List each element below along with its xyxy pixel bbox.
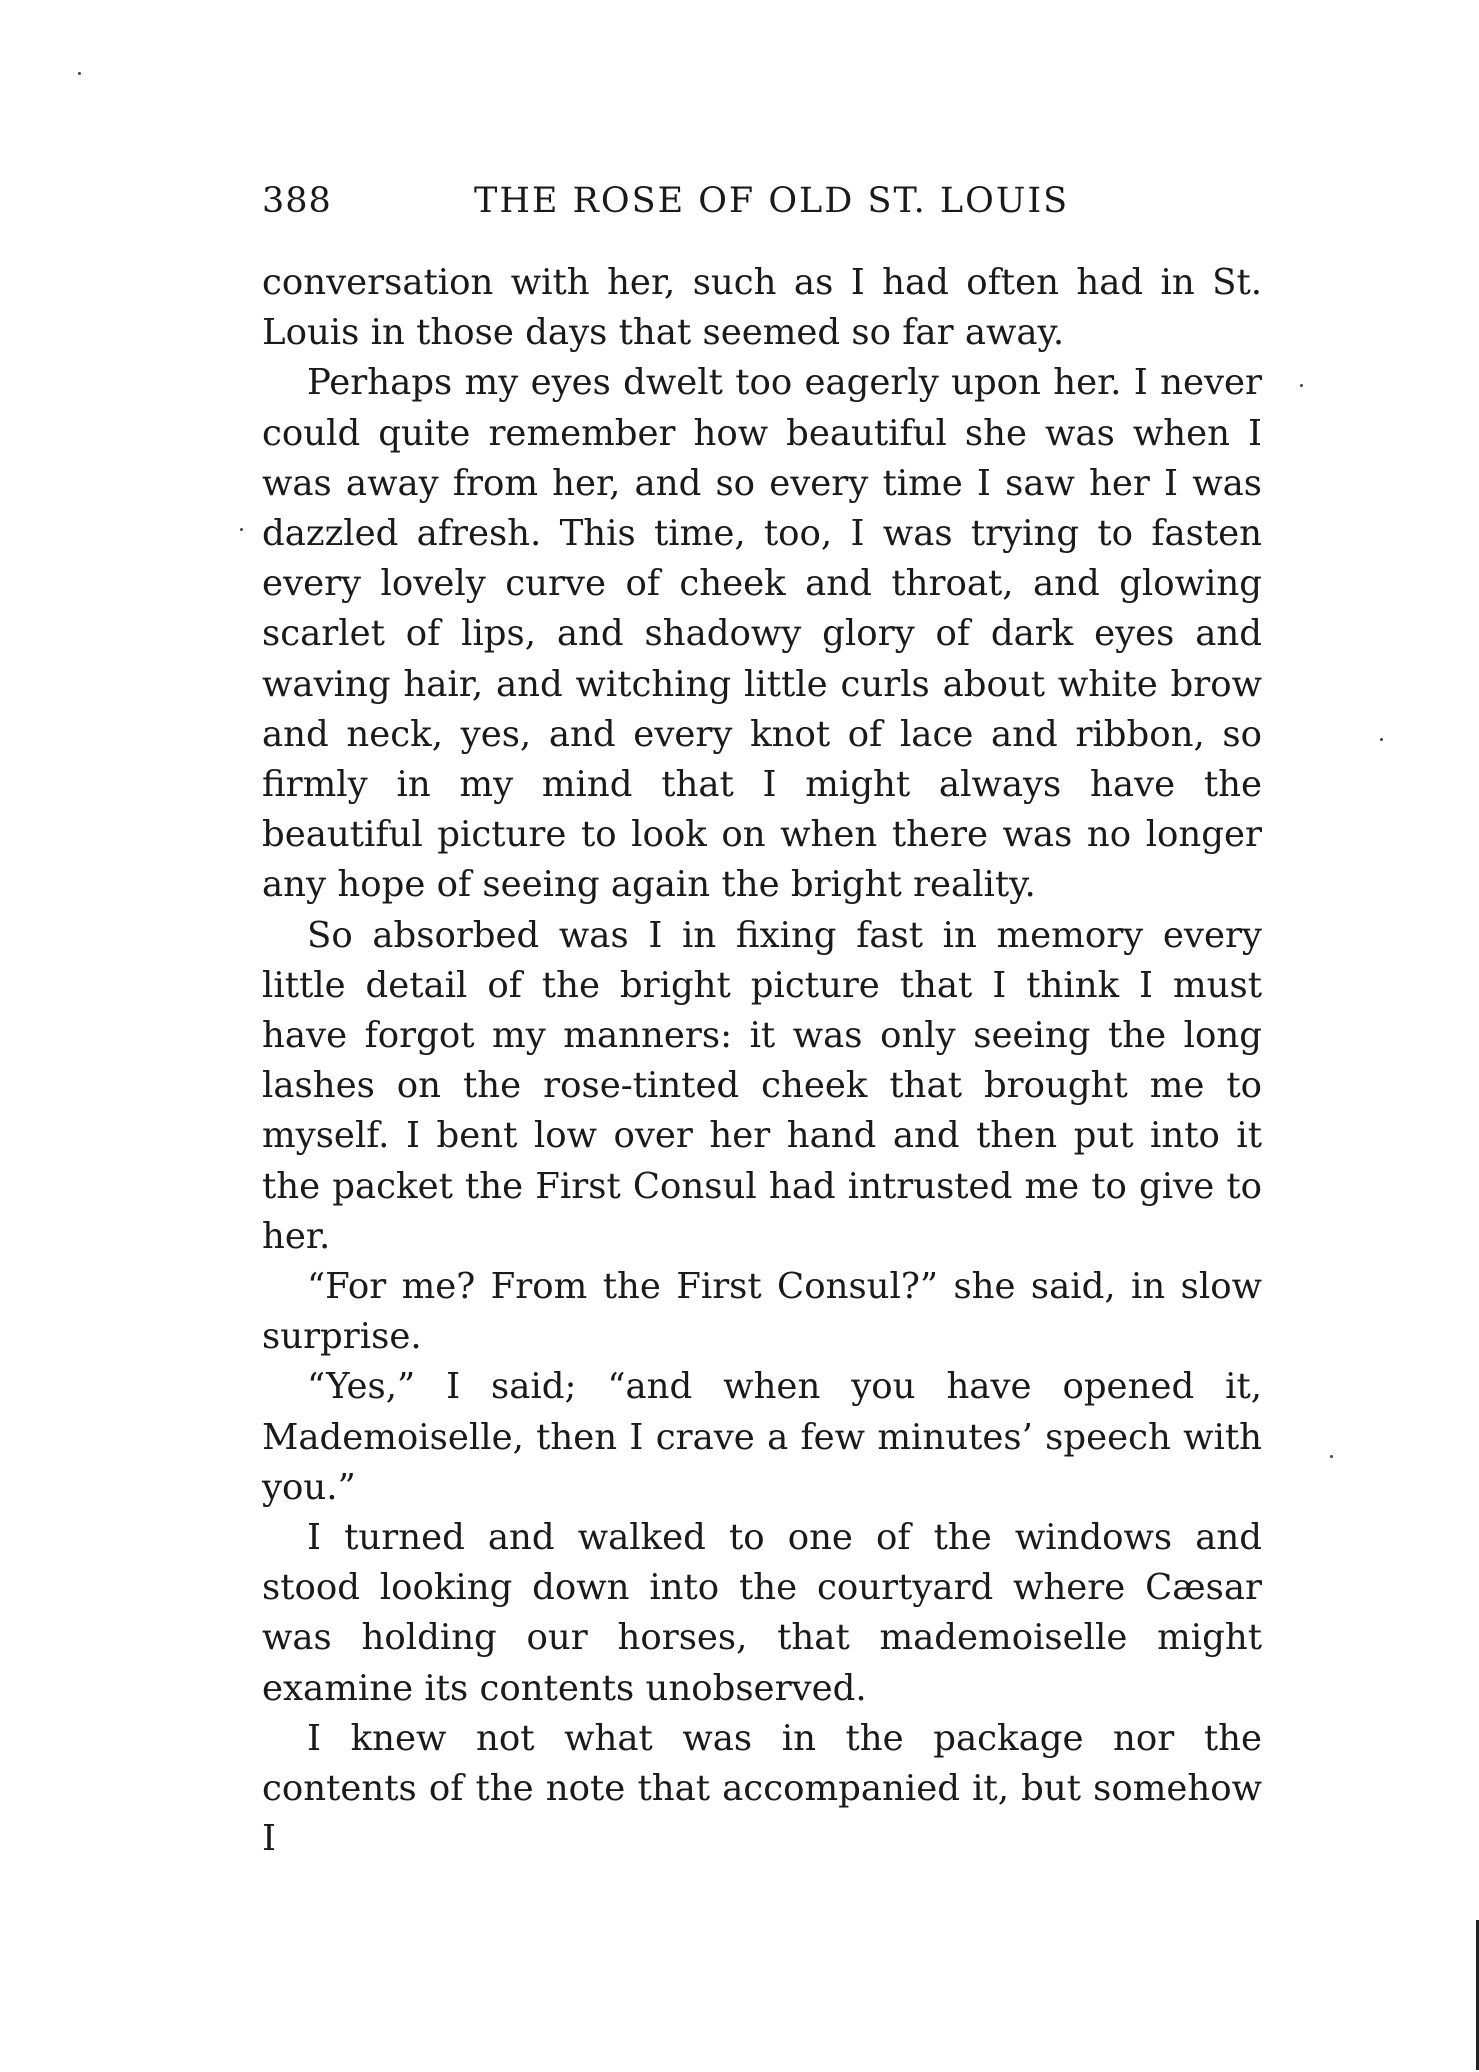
body-text (262, 258, 1262, 1865)
paragraph-absorbed: So absorbed was I in fixing fast in memory every little detail of the bright picture that I think I must have forgot my manners: it was only seeing the long lashes on the rose-tinted cheek that brought me to myself. I bent low over her hand and then put into it the packet the First Consul had intrusted me to give to her. (262, 914, 1262, 1257)
paragraph-knew-not: I knew not what was in the package nor the contents of the note that accompanied it, but somehow I (262, 1717, 1262, 1860)
running-title: THE ROSE OF OLD ST. LOUIS (474, 181, 1070, 221)
scan-speck (1380, 738, 1383, 741)
paragraph-perhaps: Perhaps my eyes dwelt too eagerly upon her. I never could quite remember how beautiful she was when I was away from her, and so every time I saw her I was dazzled afresh. This time, too, I was trying to fasten every lovely curve of cheek and throat, and glowing scarlet of lips, and shadowy glory of dark eyes and waving hair, and witching little curls about white brow and neck, yes, and every knot of lace and ribbon, so firmly in my mind that I might always have the beautiful picture to look on when there was no longer any hope of seeing again the bright reality. (262, 362, 1262, 906)
scan-speck (78, 72, 81, 75)
scan-speck (1300, 384, 1303, 387)
scan-speck (240, 528, 243, 531)
paragraph-yes: “Yes,” I said; “and when you have opened it, Mademoiselle, then I crave a few minutes’ speech with you.” (262, 1366, 1262, 1508)
page-header (262, 176, 1262, 226)
paragraph-turned: I turned and walked to one of the windows and stood looking down into the courtyard where Cæsar was holding our horses, that mademoiselle might examine its contents unobserved. (262, 1517, 1262, 1709)
paragraph-for-me: “For me? From the First Consul?” she said, in slow surprise. (262, 1266, 1262, 1358)
scan-speck (1330, 1455, 1333, 1458)
page-number: 388 (262, 181, 332, 221)
paragraph-continuation: conversation with her, such as I had often had in St. Louis in those days that seemed so far away. (262, 262, 1262, 354)
